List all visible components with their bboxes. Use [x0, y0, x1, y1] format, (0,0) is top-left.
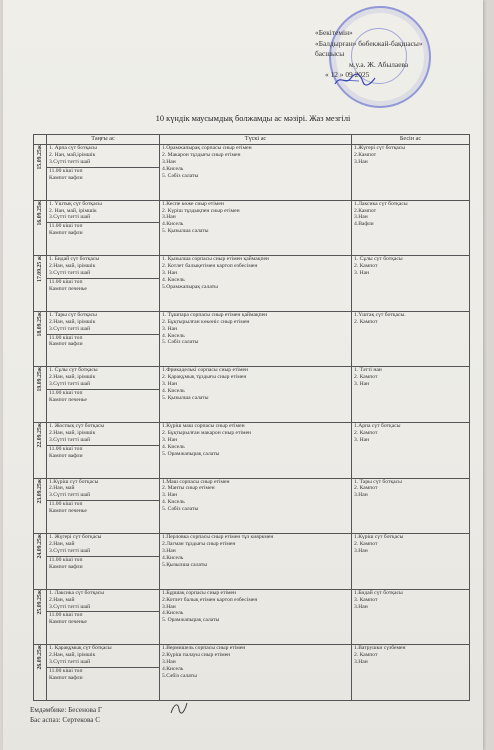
breakfast-cell — [47, 256, 160, 312]
date-cell — [34, 478, 47, 534]
snack-item: 11.00 кіші топ — [49, 612, 83, 619]
menu-item: 1. Бидай сүт ботқасы — [49, 256, 100, 263]
table-row — [34, 645, 470, 701]
menu-item: 5. Сәбіз салаты — [162, 506, 199, 513]
document-title: 10 күндік маусымдық болжамды ас мәзірі. Жаз мезгілі — [155, 114, 351, 123]
menu-item: 3.Нан — [162, 214, 176, 221]
date-label: 19.09.25ж — [36, 367, 43, 392]
snack-block — [47, 667, 159, 682]
menu-item: 1.Жүгері сүт ботқасы — [354, 145, 406, 151]
menu-item: 3.Нан — [354, 547, 368, 554]
menu-item: 3.Нан — [354, 603, 368, 610]
date-label: 26.09.25ж — [36, 645, 43, 670]
menu-item: 4.Кисель — [162, 221, 184, 228]
snack-item: Кампот вафли — [49, 230, 83, 237]
menu-item: 3.Сүтті тәтті шай — [49, 270, 91, 276]
lunch-cell — [160, 645, 352, 701]
snack-item: 11.00 кіші топ — [49, 334, 83, 341]
menu-item: 5.Қызылша салаты — [162, 561, 208, 568]
lunch-cell — [160, 478, 352, 534]
menu-item: 1. Үштық сүт ботқасы — [49, 200, 102, 207]
menu-item: 2.Күріш палауы сиыр етімен — [162, 652, 231, 659]
menu-item: 4.Кисель — [162, 554, 184, 561]
dietitian-signature — [168, 700, 190, 716]
date-label: 23.09.25ж — [36, 478, 43, 504]
menu-item: 1. Сұлы сүт ботқасы — [49, 367, 98, 374]
snack-item: Кампот вафли — [49, 341, 83, 348]
menu-item: 3. Нан — [354, 270, 370, 276]
snack-block — [47, 611, 159, 626]
snack-item: 11.00 кіші топ — [49, 668, 83, 675]
menu-item: 2. Кампот — [354, 652, 378, 659]
snack-block — [47, 167, 159, 182]
menu-item: 4. Кисель — [162, 276, 185, 283]
menu-item: 2. Кампот — [354, 318, 378, 325]
menu-item: 2. Нан, май, ірімшік — [49, 207, 97, 214]
menu-item: 3.Нан — [354, 214, 368, 221]
lunch-cell — [160, 534, 352, 590]
menu-item: 2.Нан, май — [49, 485, 75, 492]
snack-item: Кампот вафли — [49, 452, 83, 459]
menu-item: 3.Сүтті тәтті шай — [49, 603, 91, 610]
menu-item: 4.Кисель — [162, 165, 184, 172]
table-row — [34, 200, 470, 256]
table-row — [34, 534, 470, 590]
menu-item: 3.Нан — [354, 158, 368, 165]
menu-item: 2.Нан, май, ірімшік — [49, 429, 96, 436]
afternoon-cell — [352, 645, 470, 701]
menu-item: 3. Нан — [162, 436, 178, 443]
menu-item: 1. Лаксика сүт ботқасы — [49, 589, 105, 596]
date-cell — [34, 367, 47, 423]
menu-item: 1.Кеспе көже сиыр етімен — [162, 200, 224, 207]
snack-item: 11.00 кіші топ — [49, 167, 83, 174]
menu-item: 1.Перловка сорпасы сиыр етімен тұз кияркмен — [162, 534, 274, 541]
breakfast-cell — [47, 367, 160, 423]
menu-item: 1. Қызылша сорпасы сиыр етімен қаймақпен — [162, 256, 269, 263]
menu-item: 3.Нан — [354, 492, 368, 499]
menu-item: 1. Арпа сүт ботқасы — [49, 145, 97, 151]
menu-item: 5. Қызылша салаты — [162, 395, 209, 401]
snack-item: 11.00 кіші топ — [49, 556, 83, 563]
menu-item: 1.Күріш сүт ботқасы — [49, 478, 99, 485]
menu-item: 1.Күріш маш сорпасы сиыр етімен — [162, 422, 245, 429]
afternoon-cell — [352, 256, 470, 312]
menu-item: 1. Жоспық сүт ботқасы — [49, 422, 105, 429]
menu-item: 3. Нан — [162, 492, 178, 499]
breakfast-cell — [47, 534, 160, 590]
menu-item: 2. Кампот — [354, 541, 378, 548]
breakfast-cell — [47, 311, 160, 367]
lunch-cell — [160, 422, 352, 478]
snack-item: 11.00 кіші топ — [49, 501, 83, 508]
menu-item: 4.Кисель — [162, 666, 184, 673]
lunch-cell — [160, 311, 352, 367]
menu-item: 3.Нан — [162, 158, 176, 165]
menu-item: 2.Кампот — [354, 151, 377, 158]
date-label: 22.09.25ж — [36, 422, 43, 448]
date-label: 25.09.25ж — [36, 589, 43, 615]
menu-item: 2.Нан, май — [49, 541, 75, 548]
menu-item: 3. Нан — [354, 381, 370, 388]
menu-item: 1.Орамжапырақ сорпасы сиыр етімен — [162, 145, 252, 151]
table-header-row — [34, 135, 470, 145]
date-cell — [34, 589, 47, 645]
snack-item: 11.00 кіші топ — [49, 390, 83, 397]
menu-item: 1.Маш сорпасы сиыр етімен — [162, 478, 230, 485]
lunch-cell — [160, 367, 352, 423]
table-row — [34, 589, 470, 645]
menu-item: 5.Орамжапырақ салаты — [162, 283, 218, 290]
breakfast-cell — [47, 589, 160, 645]
date-cell — [34, 145, 47, 201]
menu-item: 3.Нан — [162, 603, 176, 610]
breakfast-cell — [47, 200, 160, 256]
breakfast-cell — [47, 478, 160, 534]
snack-item: 11.00 кіші топ — [49, 445, 83, 452]
footer-line-chef: Бас аспаз: Сертекова С — [30, 716, 101, 724]
approval-line: « 12 » 09 2025 — [325, 70, 370, 80]
snack-block — [47, 445, 159, 460]
menu-item: 3.Нан — [162, 659, 176, 666]
snack-item: 11.00 кіші топ — [49, 223, 83, 230]
footer-signatures — [30, 705, 102, 725]
date-cell — [34, 422, 47, 478]
menu-item: 3. Кампот — [354, 596, 378, 603]
date-label: 17.09.25 ж — [36, 256, 43, 283]
menu-item: 2. Котлет балықетімен картоп езбесімен — [162, 263, 258, 270]
snack-item: Кампот печенье — [49, 508, 87, 515]
menu-table-body — [34, 145, 470, 701]
approval-line: «Бекітемін» — [315, 28, 353, 37]
document-page — [3, 0, 483, 750]
lunch-cell — [160, 589, 352, 645]
table-row — [34, 256, 470, 312]
date-label: 24.09.25ж — [36, 534, 43, 559]
table-row — [34, 311, 470, 367]
snack-block — [47, 556, 159, 571]
menu-item: 3.Сүтті тәтті шай — [49, 381, 91, 388]
menu-item: 2. Кампот — [354, 374, 378, 381]
date-label: 18.09.25ж — [36, 311, 43, 337]
menu-item: 1.Арпа сүт ботқасы — [354, 422, 401, 429]
date-label: 16.09.25ж — [36, 200, 43, 226]
afternoon-cell — [352, 422, 470, 478]
snack-block — [47, 222, 159, 237]
menu-item: 4.Вафли — [354, 221, 374, 228]
snack-item: Кампот вафли — [49, 563, 83, 570]
menu-item: 1.Үштақ сүт ботқасы. — [354, 311, 406, 318]
menu-item: 5. Қызылша салаты — [162, 228, 209, 235]
menu-item: 2.Лагман тұздығы сиыр етімен — [162, 541, 236, 548]
menu-item: 2. Макарон тұздығы сиыр етімен — [162, 151, 241, 158]
snack-block — [47, 278, 159, 293]
date-cell — [34, 200, 47, 256]
menu-item: 3.Сүтті тәтті шай — [49, 436, 91, 443]
menu-item: 3.Сүтті тәтті шай — [49, 492, 91, 499]
menu-item: 4. Кисель — [162, 332, 185, 339]
menu-item: 1.Лаксика сүт ботқасы — [354, 200, 408, 207]
lunch-cell — [160, 145, 352, 201]
menu-item: 1. Тәтті нан — [354, 367, 382, 374]
menu-item: 2.Нан, май, ірімшік — [49, 318, 96, 325]
menu-item: 2. Бұқтырылған макарон сиыр етімен — [162, 429, 252, 436]
menu-item: 5. Сәбіз салаты — [162, 172, 199, 179]
menu-item: 4.Кисель — [162, 610, 184, 617]
menu-item: 3. Нан — [354, 436, 370, 443]
menu-item: 2.Нан, май — [49, 596, 75, 603]
menu-item: 3. Нан — [162, 270, 178, 276]
snack-block — [47, 334, 159, 349]
breakfast-cell — [47, 145, 160, 201]
header-date-cell — [34, 135, 47, 145]
menu-item: 1. Тары сүт ботқасы — [354, 478, 402, 485]
table-row — [34, 478, 470, 534]
header-lunch: Түскі ас — [160, 135, 352, 145]
afternoon-cell — [352, 589, 470, 645]
menu-item: 2. Күріш тұздықпен сиыр етімен — [162, 207, 240, 214]
menu-item: 4. Кисель — [162, 499, 185, 506]
date-cell — [34, 256, 47, 312]
menu-item: 5. Сәбіз салаты — [162, 339, 199, 346]
menu-item: 1. Тұшпара сорпасы сиыр етімен қаймақпен — [162, 311, 268, 318]
snack-item: Кампот вафли — [49, 674, 83, 681]
menu-table — [33, 134, 470, 701]
footer-line-dietitian: Емдәмбике: Бесенова Г — [30, 706, 102, 714]
lunch-cell — [160, 256, 352, 312]
menu-item: 2. Кампот — [354, 429, 378, 436]
menu-item: 3.Сүтті тәтті шай — [49, 547, 91, 554]
menu-item: 2. Кампот — [354, 263, 378, 270]
approval-line: басшысы — [315, 49, 345, 59]
menu-item: 1. Жүгері сүт ботқасы — [49, 534, 102, 541]
menu-item: 1. Тары сүт ботқасы — [49, 311, 97, 318]
menu-item: 3.Сүтті тәтті шай — [49, 325, 91, 332]
table-row — [34, 145, 470, 201]
menu-item: 2.Нан, май, ірімшік — [49, 652, 96, 659]
menu-item: 1. Қарақұмық сүт ботқасы — [49, 645, 112, 652]
menu-item: 5.Сәбіз салаты — [162, 672, 197, 679]
menu-item: 2. Манты сиыр етімен — [162, 485, 215, 492]
menu-item: 5. Орамжапырақ салаты — [162, 617, 220, 624]
header-breakfast: Таңғы ас — [47, 135, 160, 145]
menu-item: 2.Нан, май, ірімшік — [49, 263, 96, 270]
menu-item: 4. Кисель — [162, 443, 185, 450]
menu-item: 1. Сұлы сүт ботқасы — [354, 256, 403, 263]
snack-item: Кампот вафли — [49, 174, 83, 181]
menu-item: 2. Қарақұмық тұздығы сиыр етімен — [162, 374, 247, 381]
menu-item: 3.Нан — [162, 547, 176, 554]
afternoon-cell — [352, 311, 470, 367]
approval-line: «Балдырған» бөбекжай-бақшасы» — [315, 38, 423, 48]
menu-item: 2. Нан, май,ірімшік — [49, 151, 96, 158]
menu-item: 4. Кисель — [162, 388, 185, 395]
menu-item: 3.Сүтті тәтті шай — [49, 659, 91, 666]
afternoon-cell — [352, 478, 470, 534]
menu-item: 2. Кампот — [354, 485, 378, 492]
afternoon-cell — [352, 534, 470, 590]
snack-block — [47, 389, 159, 404]
date-cell — [34, 645, 47, 701]
breakfast-cell — [47, 422, 160, 478]
snack-item: 11.00 кіші топ — [49, 278, 83, 285]
afternoon-cell — [352, 200, 470, 256]
menu-item: 2.Нан, май, ірімшік — [49, 374, 96, 381]
afternoon-cell — [352, 367, 470, 423]
menu-item: 1.Фрикаделькі сорпасы сиыр етімен — [162, 367, 248, 374]
table-row — [34, 422, 470, 478]
menu-item: 1.Бұршақ сорпасы сиыр етімен — [162, 589, 237, 596]
date-label: 15.09.25ж — [36, 145, 43, 170]
approval-line: м.у.а. Ж. Абылаева — [349, 59, 409, 69]
date-cell — [34, 534, 47, 590]
menu-item: 2. Бұқтырылған көкөніс сиыр етімен — [162, 318, 250, 325]
snack-item: Кампот печенье — [49, 285, 87, 292]
menu-item: 1.Ватрушки сүзбемен — [354, 645, 406, 652]
menu-item: 2.Котлет балық етімен картоп езбесімен — [162, 596, 258, 603]
snack-item: Кампот печенье — [49, 619, 87, 626]
table-row — [34, 367, 470, 423]
snack-item: Кампот печенье — [49, 397, 87, 403]
lunch-cell — [160, 200, 352, 256]
afternoon-cell — [352, 145, 470, 201]
menu-item: 1.Вермишель сорпасы сиыр етімен — [162, 645, 246, 652]
menu-item: 3.Сүтті тәтті шай — [49, 214, 91, 221]
menu-item: 1.Бидай сүт ботқасы — [354, 589, 403, 596]
menu-item: 1.Күріш сүт ботқасы — [354, 534, 404, 541]
menu-item: 3. Нан — [162, 381, 178, 388]
menu-item: 2.Кампот — [354, 207, 377, 214]
menu-item: 5. Орамжапырақ салаты — [162, 450, 220, 457]
date-cell — [34, 311, 47, 367]
menu-item: 3.Нан — [354, 659, 368, 666]
approval-block — [315, 28, 445, 81]
header-afternoon: Бесін ас — [352, 135, 470, 145]
menu-item: 3. Нан — [162, 325, 178, 332]
menu-item: 3.Сүтті тәтті шай — [49, 158, 91, 165]
breakfast-cell — [47, 645, 160, 701]
snack-block — [47, 500, 159, 515]
